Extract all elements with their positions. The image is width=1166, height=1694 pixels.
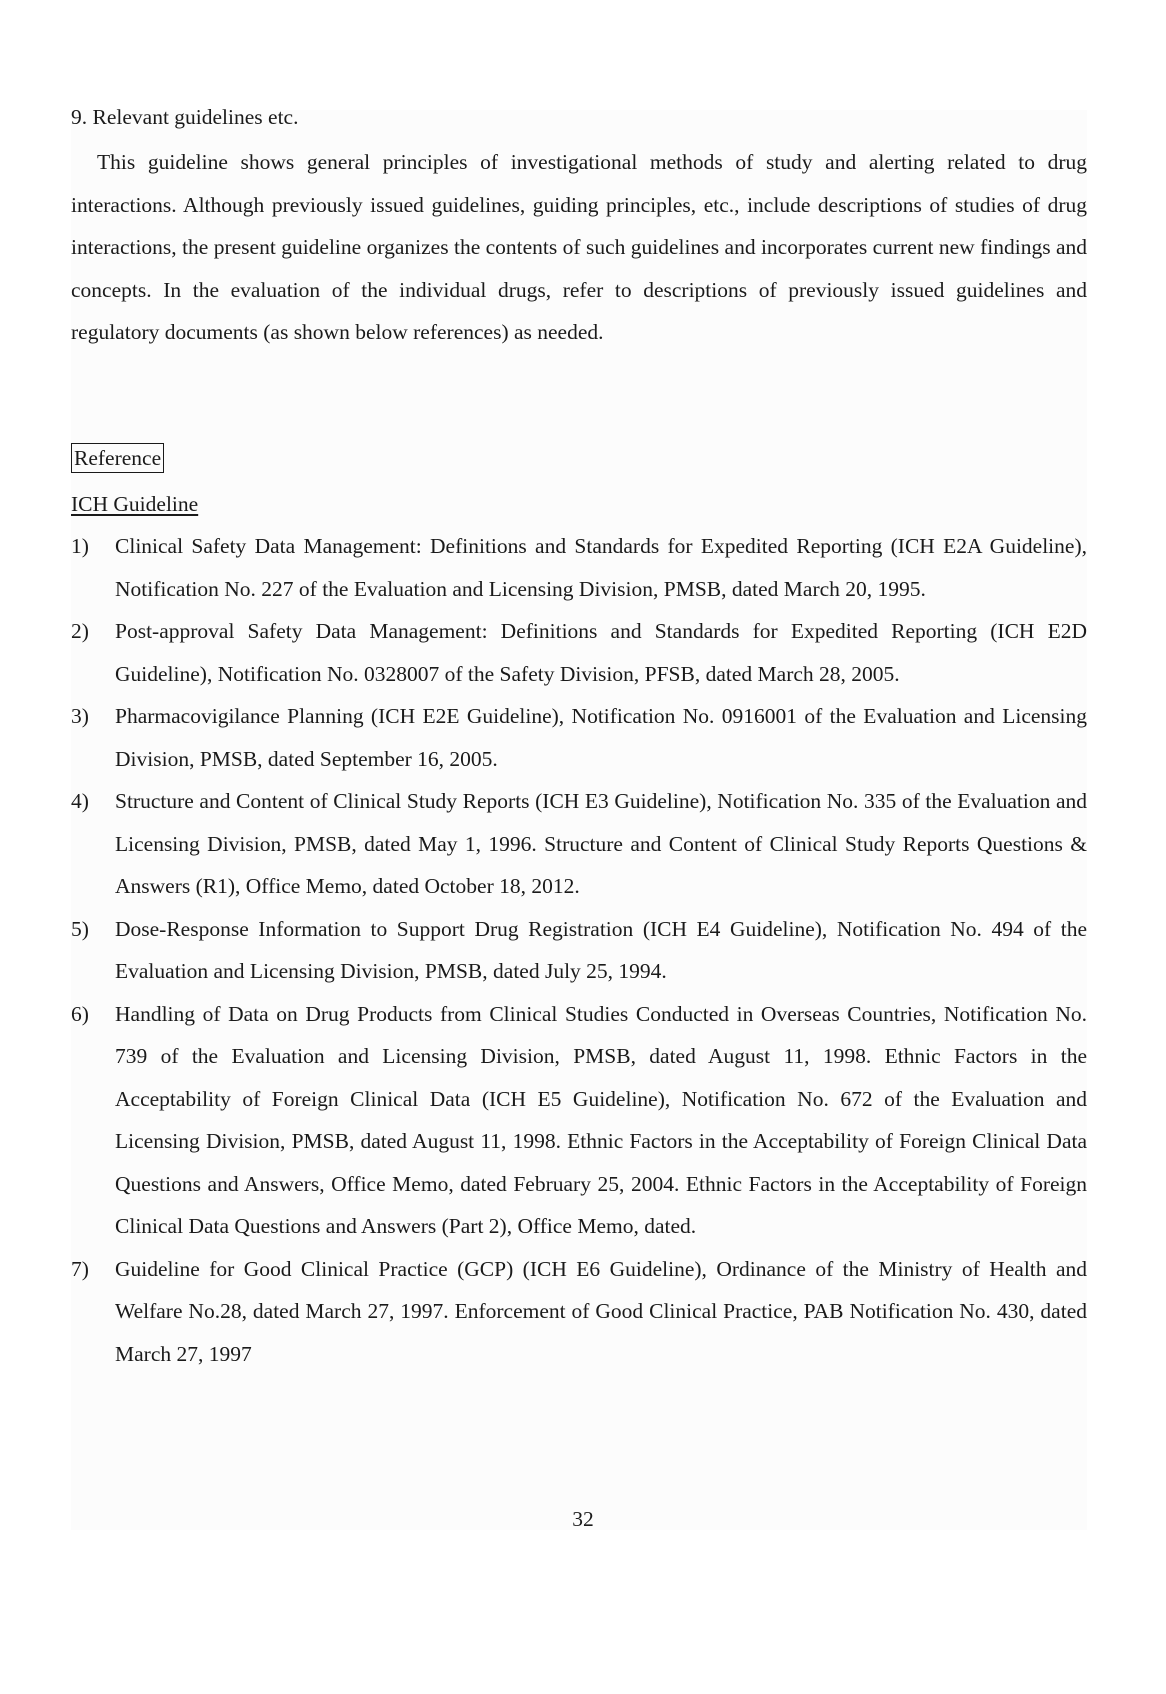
reference-number: 4) [71, 789, 89, 813]
reference-item-2 [71, 610, 1087, 695]
reference-item-5 [71, 908, 1087, 993]
page-number: 32 [572, 1507, 594, 1531]
ich-guideline-subheading: ICH Guideline [71, 492, 199, 516]
reference-box-label: Reference [71, 443, 164, 473]
reference-number: 1) [71, 534, 89, 558]
reference-number: 7) [71, 1256, 89, 1281]
reference-text: Guideline for Good Clinical Practice (GCP) (ICH E6 Guideline), Ordinance of the Ministry of Health and Welfare No.28, dated March 27, 1997. Enforcement of Good Clinical Practice, PAB Notification No. 430, dated March 27, 1997 [115, 1256, 1087, 1366]
reference-item-7 [71, 1248, 1087, 1376]
reference-text: Dose-Response Information to Support Drug Registration (ICH E4 Guideline), Notification No. 494 of the Evaluation and Licensing Division, PMSB, dated July 25, 1994. [115, 916, 1087, 983]
reference-number: 5) [71, 916, 89, 941]
reference-text: Pharmacovigilance Planning (ICH E2E Guideline), Notification No. 0916001 of the Evaluation and Licensing Division, PMSB, dated September 16, 2005. [115, 704, 1087, 771]
reference-item-3 [71, 695, 1087, 780]
section-heading: 9. Relevant guidelines etc. [71, 105, 299, 129]
reference-text: Post-approval Safety Data Management: Definitions and Standards for Expedited Reporting (ICH E2D Guideline), Notification No. 0328007 of the Safety Division, PFSB, dated March 28, 2005. [115, 619, 1087, 686]
reference-text: Structure and Content of Clinical Study Reports (ICH E3 Guideline), Notification No. 335 of the Evaluation and Licensing Division, PMSB, dated May 1, 1996. Structure and Content of Clinical Study Reports Questions & Answers (R1), Office Memo, dated October 18, 2012. [115, 789, 1087, 898]
reference-text: Handling of Data on Drug Products from Clinical Studies Conducted in Overseas Countries, Notification No. 739 of the Evaluation and Licensing Division, PMSB, dated August 11, 1998. Ethnic Factors in the Acceptability of Foreign Clinical Data (ICH E5 Guideline), Notification No. 672 of the Evaluation and Licensing Division, PMSB, dated August 11, 1998. Ethnic Factors in the Acceptability of Foreign Clinical Data Questions and Answers, Office Memo, dated February 25, 2004. Ethnic Factors in the Acceptability of Foreign Clinical Data Questions and Answers (Part 2), Office Memo, dated. [115, 1001, 1087, 1238]
reference-item-4 [71, 780, 1087, 908]
reference-number: 6) [71, 1001, 89, 1026]
reference-text: Clinical Safety Data Management: Definitions and Standards for Expedited Reporting (ICH E2A Guideline), Notification No. 227 of the Evaluation and Licensing Division, PMSB, dated March 20, 1995. [115, 534, 1087, 601]
intro-paragraph: This guideline shows general principles of investigational methods of study and alerting related to drug interactions. Although previously issued guidelines, guiding principles, etc., include descriptions of studies of drug interactions, the present guideline organizes the contents of such guidelines and incorporates current new findings and concepts. In the evaluation of the individual drugs, refer to descriptions of previously issued guidelines and regulatory documents (as shown below references) as needed. [71, 150, 1087, 344]
reference-number: 2) [71, 619, 89, 643]
reference-list [71, 525, 1087, 1375]
reference-item-6 [71, 993, 1087, 1248]
reference-item-1 [71, 525, 1087, 610]
reference-number: 3) [71, 704, 89, 728]
